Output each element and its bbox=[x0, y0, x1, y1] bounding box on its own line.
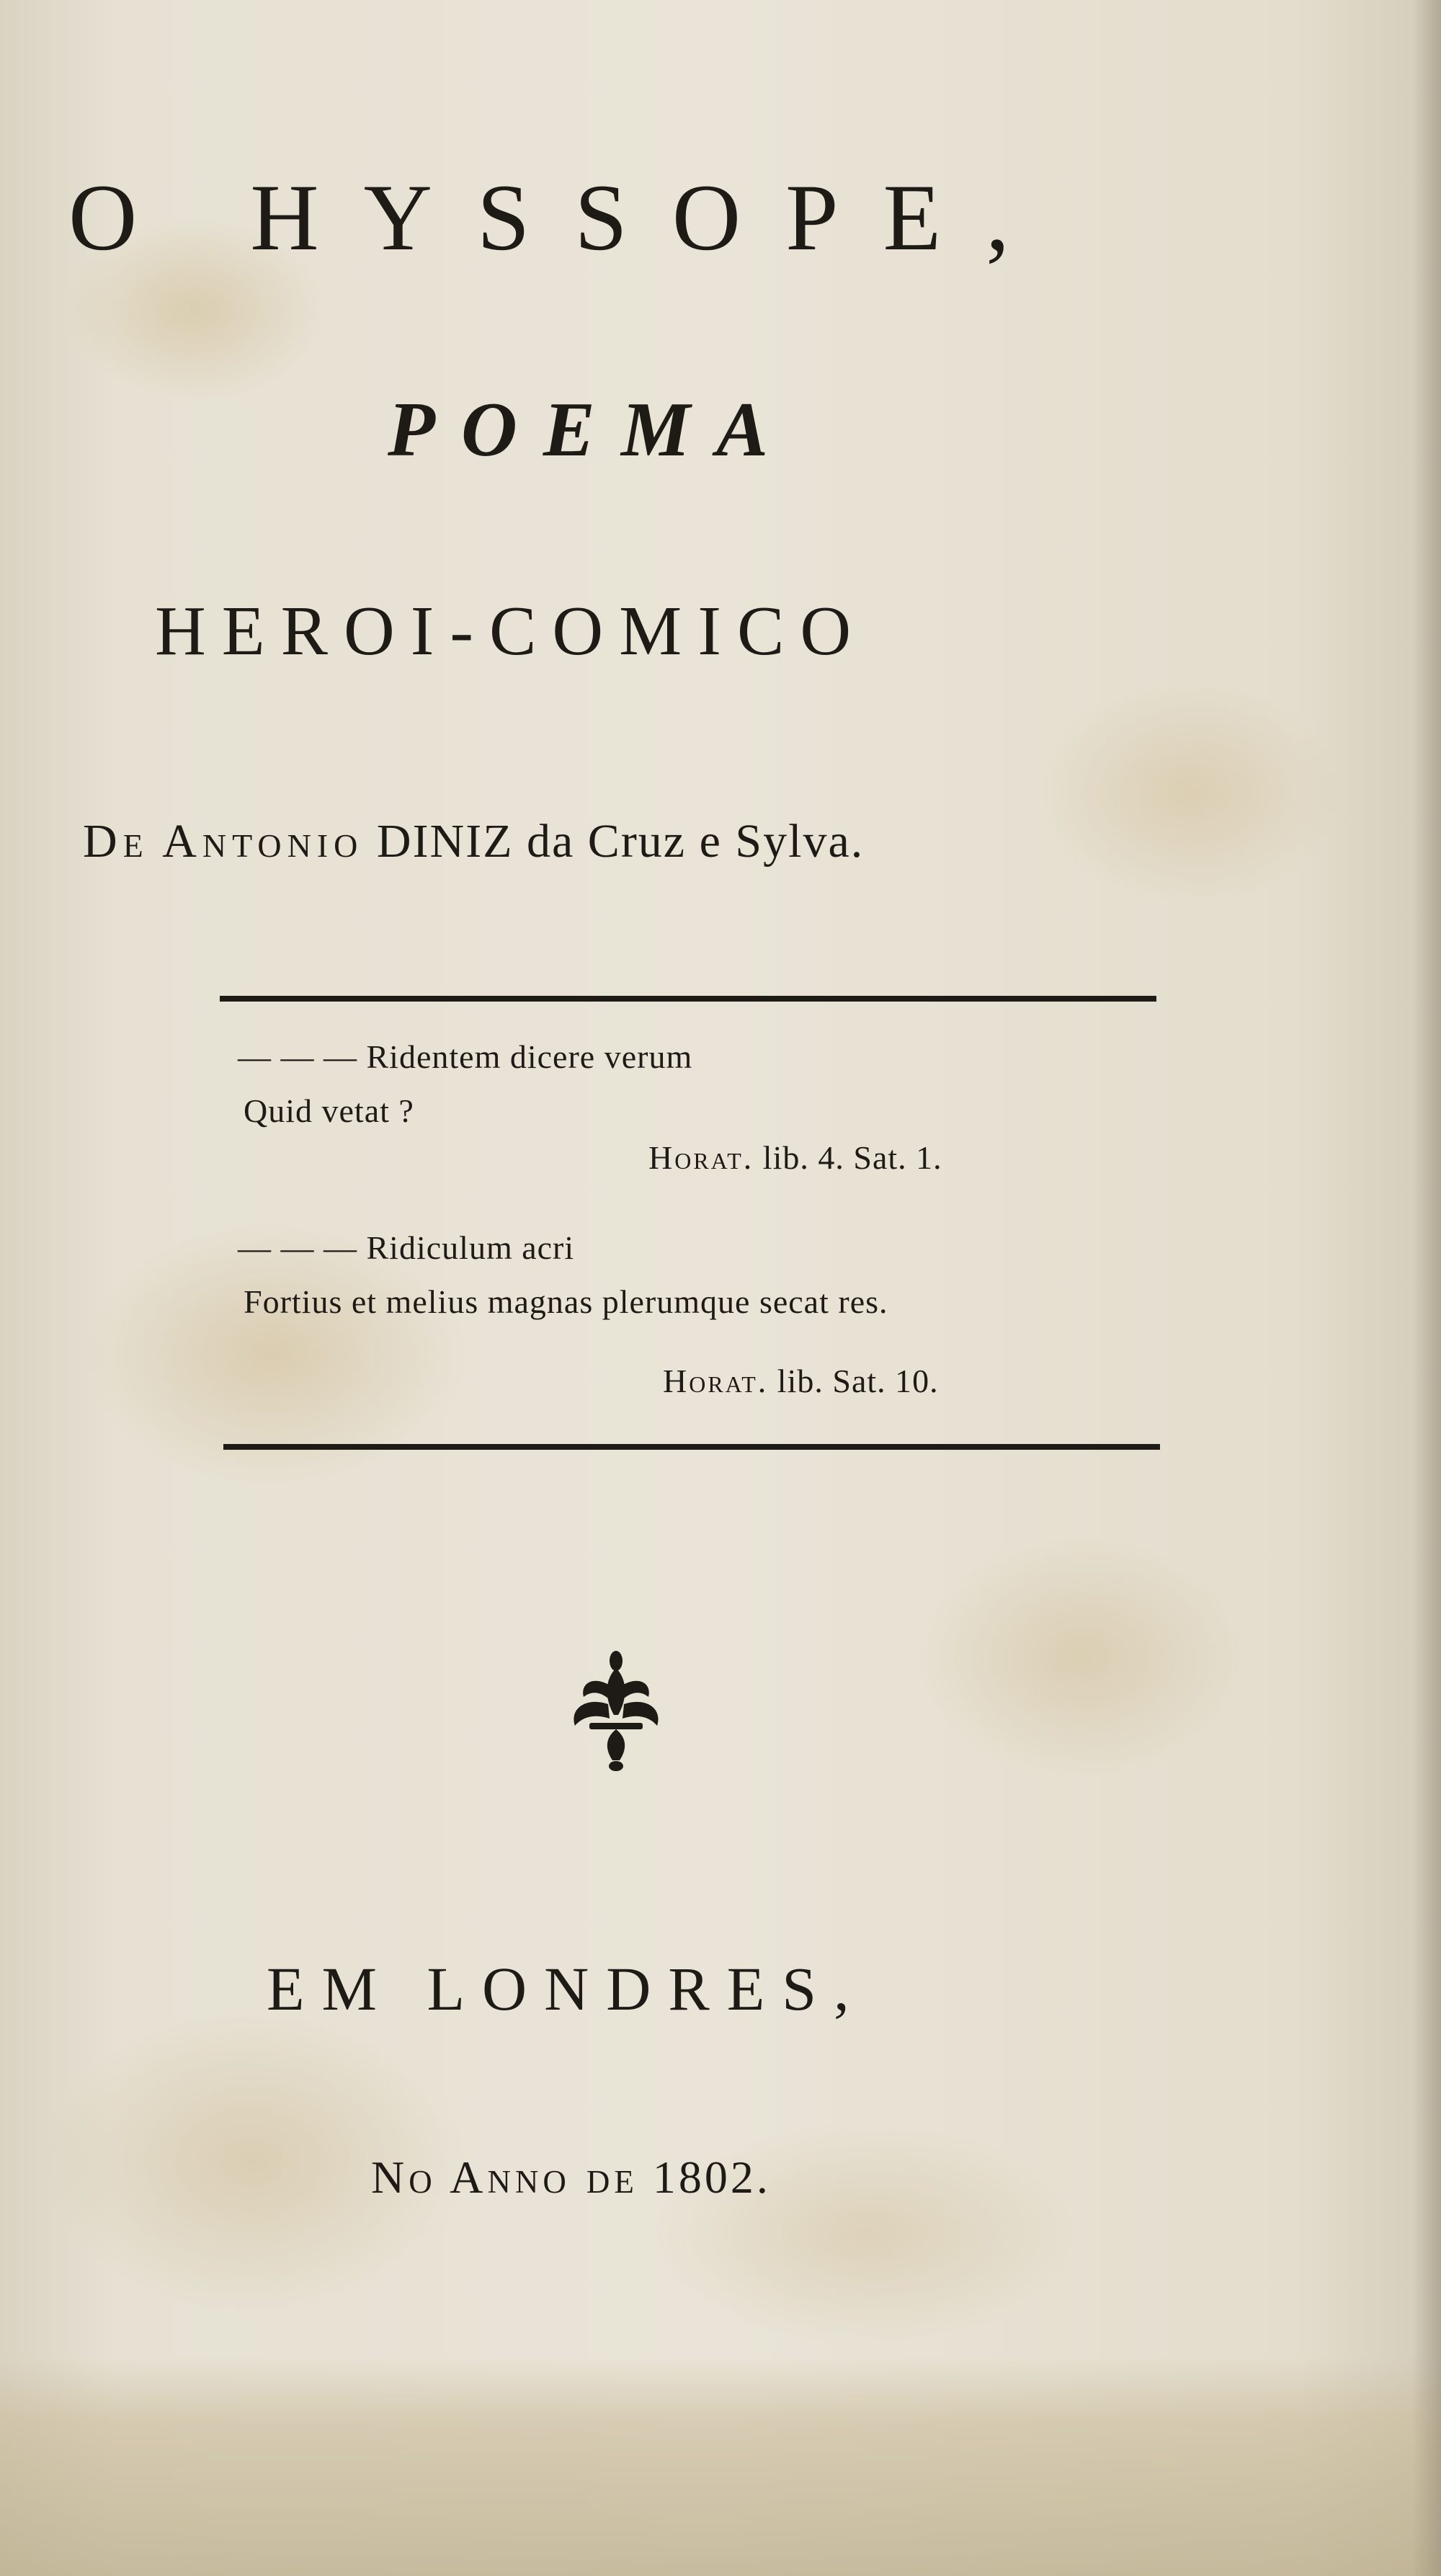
imprint-place: EM LONDRES, bbox=[267, 1954, 867, 2023]
author-surname: DINIZ bbox=[376, 815, 514, 868]
epigraph-1-source-author: Horat. bbox=[648, 1139, 754, 1176]
author-first-name: Antonio bbox=[162, 815, 364, 868]
top-rule bbox=[220, 996, 1156, 1002]
subtitle: HEROI-COMICO bbox=[155, 592, 867, 670]
epigraph-1-line-1: — — — Ridentem dicere verum bbox=[238, 1038, 693, 1075]
imprint-date-prefix: No Anno de bbox=[371, 2152, 638, 2203]
author-line bbox=[83, 814, 1164, 869]
epigraph-2-line-2: Fortius et melius magnas plerumque secat res. bbox=[244, 1283, 888, 1320]
worn-bottom-edge bbox=[0, 2356, 1441, 2576]
epigraph-2-source-author: Horat. bbox=[663, 1363, 769, 1399]
epigraph-1-source bbox=[648, 1138, 942, 1177]
epigraph-2-source-ref: lib. Sat. 10. bbox=[777, 1363, 939, 1399]
imprint-year: 1802. bbox=[652, 2152, 771, 2203]
genre-line: POEMA bbox=[387, 387, 795, 473]
imprint-date bbox=[371, 2151, 890, 2204]
fleuron-ornament-icon bbox=[562, 1646, 670, 1773]
epigraph-1-line-2: Quid vetat ? bbox=[244, 1092, 414, 1129]
page-right-edge bbox=[1412, 0, 1441, 2576]
author-rest: da Cruz e Sylva. bbox=[527, 815, 865, 868]
book-title: O HYSSOPE, bbox=[68, 164, 1055, 270]
epigraph-2-line-1: — — — Ridiculum acri bbox=[238, 1229, 575, 1266]
author-prefix: De bbox=[83, 815, 149, 868]
epigraph-2-source bbox=[663, 1362, 939, 1400]
bottom-rule bbox=[223, 1444, 1160, 1450]
epigraph-1-source-ref: lib. 4. Sat. 1. bbox=[762, 1139, 942, 1176]
